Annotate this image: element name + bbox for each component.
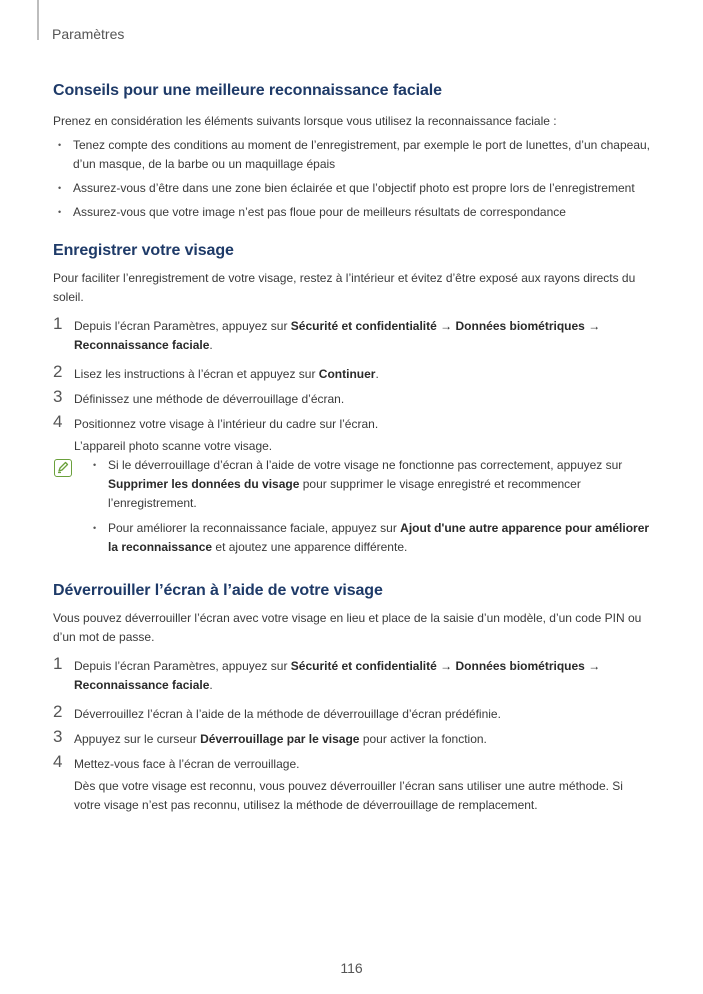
tips-list bbox=[53, 136, 651, 222]
step-number: 3 bbox=[53, 727, 63, 746]
step-item: 3 Définissez une méthode de déverrouillage d’écran. bbox=[53, 387, 345, 406]
list-item: • Assurez-vous que votre image n’est pas floue pour de meilleurs résultats de correspondance bbox=[53, 203, 651, 222]
unlock-intro: Vous pouvez déverrouiller l’écran avec votre visage en lieu et place de la saisie d’un modèle, d’un code PIN ou d’un mot de passe. bbox=[53, 611, 642, 644]
list-item: • Assurez-vous d’être dans une zone bien éclairée et que l’objectif photo est propre lors de l’enregistrement bbox=[53, 179, 651, 198]
list-item: • Pour améliorer la reconnaissance faciale, appuyez sur Ajout d'une autre apparence pour améliorer la reconnaissance et ajoutez une apparence différente. bbox=[88, 519, 651, 557]
note-box bbox=[53, 456, 651, 557]
unlock-steps bbox=[53, 654, 651, 815]
step-item: 4 Mettez-vous face à l’écran de verrouillage. Dès que votre visage est reconnu, vous pouvez déverrouiller l’écran sans utiliser une autre méthode. Si votre visage n’est pas reconnu, utilisez la méthode de déverrouillage de remplacement. bbox=[53, 755, 651, 815]
pencil-note-icon bbox=[54, 459, 72, 477]
step-item: 2 Déverrouillez l’écran à l’aide de la méthode de déverrouillage d’écran prédéfinie. bbox=[53, 702, 501, 721]
step-subtext: L’appareil photo scanne votre visage. bbox=[74, 439, 273, 453]
page-number: 116 bbox=[340, 960, 363, 976]
page-content bbox=[53, 82, 651, 815]
step-number: 4 bbox=[53, 412, 63, 431]
note-list bbox=[88, 456, 651, 557]
step-number: 2 bbox=[53, 702, 63, 721]
header-divider bbox=[37, 0, 39, 40]
running-header: Paramètres bbox=[52, 26, 125, 42]
tips-intro: Prenez en considération les éléments suivants lorsque vous utilisez la reconnaissance faciale : bbox=[53, 114, 557, 128]
step-item: 1 Depuis l’écran Paramètres, appuyez sur Sécurité et confidentialité → Données biométriques → Reconnaissance faciale. bbox=[53, 314, 601, 352]
list-item: • Tenez compte des conditions au moment de l’enregistrement, par exemple le port de lunettes, d’un chapeau, d’un masque, de la barbe ou un maquillage épais bbox=[53, 136, 651, 174]
step-number: 1 bbox=[53, 654, 63, 673]
step-number: 2 bbox=[53, 362, 63, 381]
section-title-unlock: Déverrouiller l’écran à l’aide de votre visage bbox=[53, 582, 383, 599]
section-title-register: Enregistrer votre visage bbox=[53, 242, 234, 259]
step-item: 3 Appuyez sur le curseur Déverrouillage par le visage pour activer la fonction. bbox=[53, 727, 487, 746]
step-item: 1 Depuis l’écran Paramètres, appuyez sur Sécurité et confidentialité → Données biométriques → Reconnaissance faciale. bbox=[53, 654, 601, 692]
step-number: 4 bbox=[53, 752, 63, 771]
step-item: 2 Lisez les instructions à l’écran et appuyez sur Continuer. bbox=[53, 362, 379, 381]
register-steps bbox=[53, 314, 651, 456]
section-title-tips: Conseils pour une meilleure reconnaissance faciale bbox=[53, 82, 442, 99]
step-subtext: Dès que votre visage est reconnu, vous pouvez déverrouiller l’écran sans utiliser une autre méthode. Si votre visage n’est pas reconnu, utilisez la méthode de déverrouillage de remplacement. bbox=[74, 779, 623, 812]
list-item: • Si le déverrouillage d’écran à l’aide de votre visage ne fonctionne pas correctement, appuyez sur Supprimer les données du visage pour supprimer le visage enregistré et recommencer l’enregistrement. bbox=[88, 456, 651, 513]
step-item: 4 Positionnez votre visage à l’intérieur du cadre sur l’écran. L’appareil photo scanne votre visage. bbox=[53, 415, 651, 456]
register-intro: Pour faciliter l’enregistrement de votre visage, restez à l’intérieur et évitez d’être exposé aux rayons directs du soleil. bbox=[53, 271, 636, 304]
step-number: 1 bbox=[53, 314, 63, 333]
step-number: 3 bbox=[53, 387, 63, 406]
